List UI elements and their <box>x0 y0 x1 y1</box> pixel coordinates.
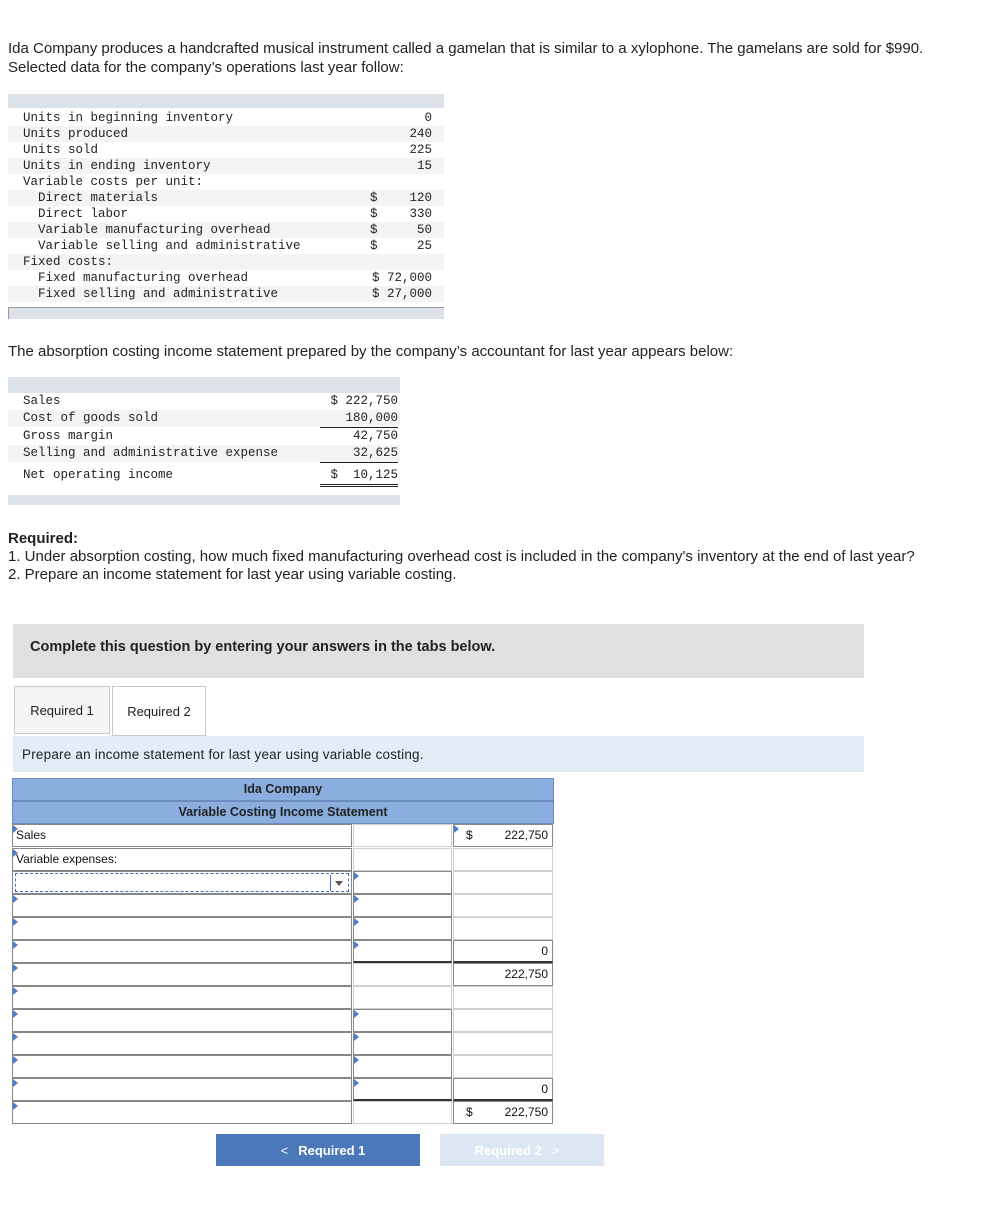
account-input[interactable] <box>12 940 352 963</box>
marker-icon <box>354 918 359 926</box>
marker-icon <box>354 872 359 880</box>
amount-input[interactable] <box>353 1032 452 1055</box>
account-dropdown[interactable] <box>15 873 349 892</box>
chevron-left-icon: < <box>280 1142 289 1158</box>
amount-input[interactable] <box>353 1078 452 1101</box>
marker-icon <box>13 825 18 833</box>
total-fixed-expenses: 0 <box>453 1078 553 1101</box>
marker-icon <box>13 987 18 995</box>
var-exp-right <box>453 848 553 871</box>
data-row: Fixed manufacturing overhead $ 72,000 <box>38 271 432 285</box>
account-input[interactable] <box>12 894 352 917</box>
next-button: Required 2 > <box>440 1134 604 1166</box>
total-cell <box>453 1055 553 1078</box>
data-row: Direct labor $ 330 <box>38 207 432 221</box>
total-cell <box>453 894 553 917</box>
contribution-margin: 222,750 <box>453 963 553 986</box>
marker-icon <box>13 1079 18 1087</box>
chevron-down-icon[interactable] <box>330 875 347 891</box>
absorption-intro: The absorption costing income statement prepared by the company’s accountant for last year appears below: <box>8 343 734 360</box>
marker-icon <box>13 895 18 903</box>
marker-icon <box>354 1033 359 1041</box>
account-input[interactable] <box>12 1009 352 1032</box>
statement-row <box>12 1009 554 1032</box>
instruction-banner: Complete this question by entering your answers in the tabs below. <box>13 624 864 678</box>
statement-row-net-operating-income <box>12 1101 554 1124</box>
data-table <box>8 94 444 318</box>
account-input[interactable] <box>12 1101 352 1124</box>
account-input[interactable] <box>12 917 352 940</box>
required-section <box>8 530 968 584</box>
statement-row <box>12 894 554 917</box>
noi-mid <box>353 1101 452 1124</box>
sales-label: Sales <box>12 824 352 847</box>
intro-text: Ida Company produces a handcrafted musical instrument called a gamelan that is similar to a xylophone. The gamelans are sold for $990. Selected data for the company’s operations last year follow: <box>8 40 924 76</box>
data-row: Variable selling and administrative $ 25 <box>38 239 432 253</box>
marker-icon <box>13 1033 18 1041</box>
cm-mid <box>353 963 452 986</box>
statement-title: Variable Costing Income Statement <box>12 801 554 824</box>
required-item-1: 1. Under absorption costing, how much fixed manufacturing overhead cost is included in the company's inventory at the end of last year? <box>8 548 915 565</box>
marker-icon <box>354 1010 359 1018</box>
data-row: Variable costs per unit: <box>23 175 204 189</box>
statement-row <box>12 1032 554 1055</box>
absorption-header <box>8 377 400 393</box>
statement-row <box>12 917 554 940</box>
sales-value: $ 222,750 <box>453 824 553 847</box>
amount-input[interactable] <box>353 940 452 963</box>
account-input[interactable] <box>12 986 352 1009</box>
data-table-footer <box>8 307 444 319</box>
variable-costing-statement <box>12 778 554 1124</box>
absorption-row: Gross margin 42,750 <box>23 429 398 443</box>
absorption-footer <box>8 495 400 505</box>
amount-input[interactable] <box>353 1009 452 1032</box>
marker-icon <box>454 825 459 833</box>
statement-row <box>12 986 554 1009</box>
marker-icon <box>13 1102 18 1110</box>
total-cell <box>453 871 553 894</box>
required-heading: Required: <box>8 530 79 547</box>
absorption-row: Net operating income $ 10,125 <box>8 467 400 484</box>
chevron-right-icon: > <box>551 1142 560 1158</box>
total-cell <box>453 986 553 1009</box>
statement-row <box>12 1055 554 1078</box>
amount-input[interactable] <box>353 871 452 894</box>
amount-input[interactable] <box>353 1055 452 1078</box>
total-variable-expenses: 0 <box>453 940 553 963</box>
data-table-header <box>8 94 444 108</box>
tab-required-1[interactable]: Required 1 <box>14 686 110 734</box>
absorption-row: Selling and administrative expense 32,625 <box>8 445 400 462</box>
statement-row <box>12 871 554 894</box>
total-cell <box>453 1032 553 1055</box>
statement-row-total-fixed <box>12 1078 554 1101</box>
absorption-row: Sales $ 222,750 <box>23 394 398 408</box>
account-input[interactable] <box>12 1032 352 1055</box>
empty-mid <box>353 986 452 1009</box>
marker-icon <box>354 1079 359 1087</box>
data-row: Fixed costs: <box>8 254 444 270</box>
net-operating-income: $ 222,750 <box>453 1101 553 1124</box>
marker-icon <box>354 895 359 903</box>
marker-icon <box>13 941 18 949</box>
var-exp-mid <box>353 848 452 871</box>
variable-expenses-label: Variable expenses: <box>12 848 352 871</box>
marker-icon <box>13 1056 18 1064</box>
data-row: Variable manufacturing overhead $ 50 <box>8 222 444 238</box>
marker-icon <box>354 1056 359 1064</box>
marker-icon <box>354 941 359 949</box>
marker-icon <box>13 964 18 972</box>
statement-company: Ida Company <box>12 778 554 801</box>
data-row: Units produced 240 <box>8 126 444 142</box>
data-row: Units in ending inventory 15 <box>8 158 444 174</box>
tab-instruction: Prepare an income statement for last year using variable costing. <box>13 736 864 772</box>
total-cell <box>453 1009 553 1032</box>
marker-icon <box>13 1010 18 1018</box>
statement-row-total-variable <box>12 940 554 963</box>
tab-required-2[interactable]: Required 2 <box>112 686 206 736</box>
required-item-2: 2. Prepare an income statement for last year using variable costing. <box>8 566 457 583</box>
marker-icon <box>13 918 18 926</box>
absorption-statement <box>8 377 400 505</box>
sales-mid <box>353 824 452 847</box>
amount-input[interactable] <box>353 917 452 940</box>
account-select-cell <box>12 871 352 894</box>
data-row: Direct materials $ 120 <box>8 190 444 206</box>
data-row: Units in beginning inventory 0 <box>23 111 432 125</box>
statement-row-contribution-margin <box>12 963 554 986</box>
data-row: Fixed selling and administrative $ 27,000 <box>8 286 444 302</box>
amount-input[interactable] <box>353 894 452 917</box>
account-input[interactable] <box>12 1055 352 1078</box>
total-cell <box>453 917 553 940</box>
account-input[interactable] <box>12 1078 352 1101</box>
marker-icon <box>13 849 18 857</box>
prev-button[interactable]: < Required 1 <box>216 1134 420 1166</box>
statement-row-sales <box>12 824 554 847</box>
data-row: Units sold 225 <box>23 143 432 157</box>
statement-row-var-exp <box>12 848 554 871</box>
absorption-row: Cost of goods sold 180,000 <box>8 410 400 427</box>
account-input[interactable] <box>12 963 352 986</box>
